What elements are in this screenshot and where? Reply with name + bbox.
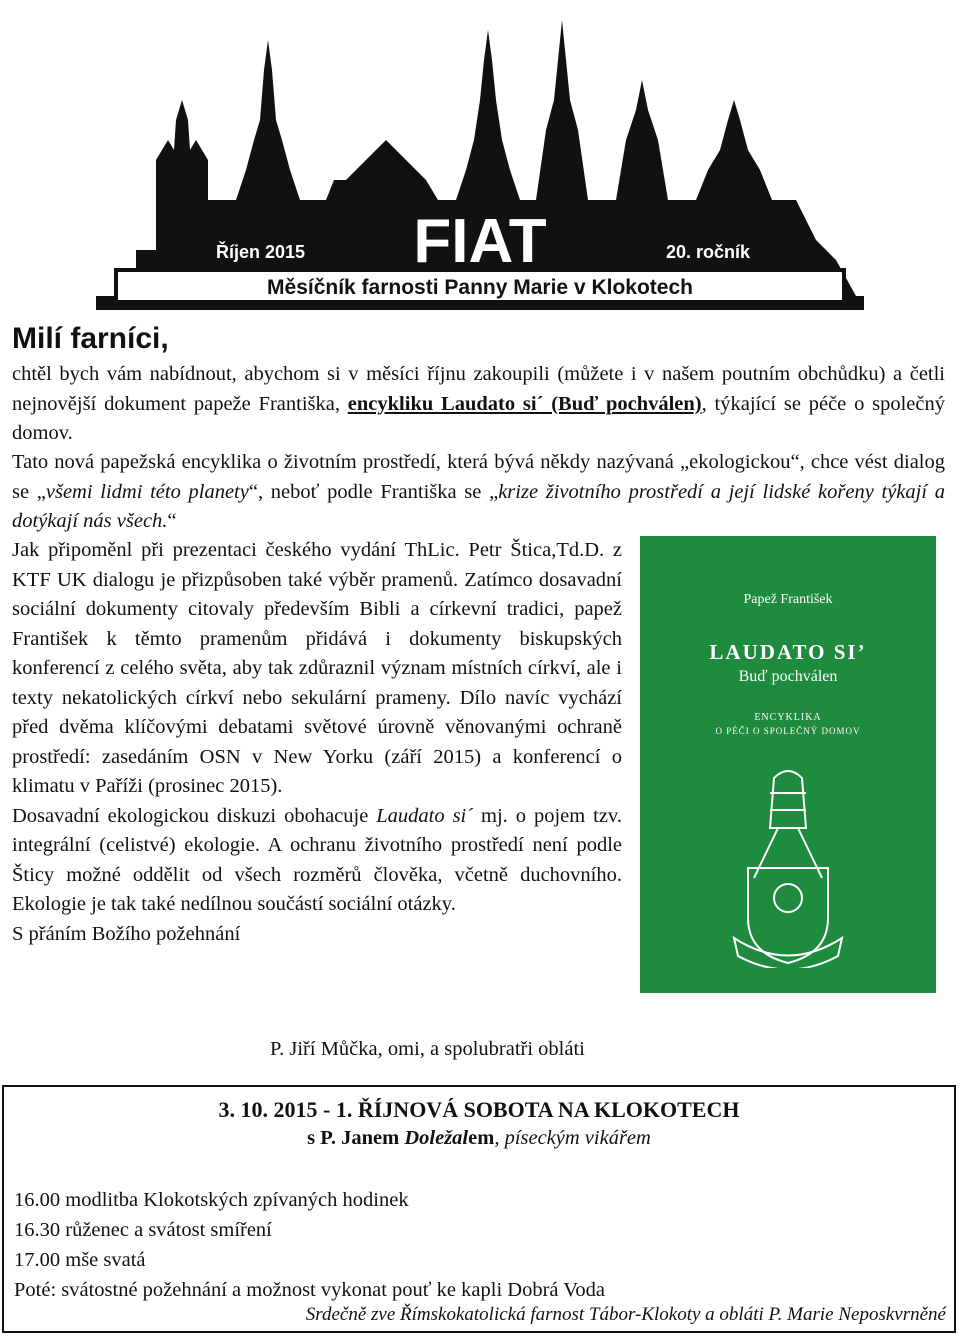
guest-name: Doležal <box>404 1127 469 1149</box>
schedule-item: 16.30 růženec a svátost smíření <box>14 1219 272 1241</box>
p4-text-b: mj. o pojem tzv. integrální (celistvé) ekologie. A ochranu životního prostředí není podle Šticy možné oddělit od všech rozměrů člověka, včetně duchovního. Ekologie je tak také nedílnou součástí sociální otázky. <box>12 804 622 915</box>
p2-text-a: Tato nová papežská encyklika o životním prostředí, která bývá někdy nazývaná „ekologickou“, chce vést dialog se „ <box>12 451 945 503</box>
event-schedule <box>14 1185 605 1305</box>
signature: P. Jiří Můčka, omi, a spolubratři obláti <box>270 1038 585 1060</box>
sources-paragraph <box>12 536 622 949</box>
p4-title: Laudato si´ <box>376 804 474 827</box>
intro-paragraph <box>12 360 945 449</box>
issue-date: Říjen 2015 <box>216 242 306 262</box>
intro-text-end: , týkající se péče o společný domov. <box>12 392 945 444</box>
event-guest <box>4 1127 954 1150</box>
closing-line: S přáním Božího požehnání <box>12 922 241 945</box>
issue-volume: 20. ročník <box>666 242 751 262</box>
p4-text-a: Dosavadní ekologickou diskuzi obohacuje <box>12 804 377 827</box>
encyclical-paragraph <box>12 448 945 537</box>
greeting: Milí farníci, <box>12 322 169 355</box>
sources-text: Jak připoměnl při prezentaci českého vydání ThLic. Petr Štica,Td.D. z KTF UK dialogu je přizpůsoben také výběr pramenů. Zatímco dosavadní sociální dokumenty citovaly především Bibli a církevní tradici, papež František k těmto pramenům přidává i dokumenty biskupských konferencí z celého světa, aby tak zdůraznil význam místních církví, ale i texty nekatolických církví nebo sekulární prameny. Dílo navíc vychází před dvěma klíčovými debatami světové úrovně věnovanými ochraně prostředí: zasedáním OSN v New Yorku (září 2015) a konferencí o klimatu v Paříži (prosinec 2015). <box>12 539 622 797</box>
event-box <box>2 1085 956 1333</box>
p2-quote-1: všemi lidmi této planety <box>45 480 249 503</box>
guest-prefix: s P. Janem <box>307 1127 405 1149</box>
event-invitation: Srdečně zve Římskokatolická farnost Tábor-Klokoty a obláti P. Marie Neposkvrněné <box>305 1304 946 1325</box>
logo-wordmark: FIAT <box>413 207 547 276</box>
cover-desc-1: ENCYKLIKA <box>754 712 822 723</box>
event-heading: 3. 10. 2015 - 1. ŘÍJNOVÁ SOBOTA NA KLOKOTECH <box>218 1097 740 1122</box>
schedule-item: Poté: svátostné požehnání a možnost vykonat pouť ke kapli Dobrá Voda <box>14 1279 606 1301</box>
intro-text: chtěl bych vám nabídnout, abychom si v měsíci říjnu zakoupili (můžete i v našem poutním obchůdku) a četli nejnovější dokument papeže Františka, <box>12 363 945 415</box>
book-cover <box>640 536 936 993</box>
cover-desc-2: O PÉČI O SPOLEČNÝ DOMOV <box>715 726 861 736</box>
papal-coat-of-arms-icon <box>714 768 862 968</box>
cover-author: Papež František <box>743 592 833 607</box>
schedule-item: 17.00 mše svatá <box>14 1249 146 1271</box>
guest-name-suffix: em <box>468 1127 495 1149</box>
masthead-subtitle: Měsíčník farnosti Panny Marie v Klokotech <box>267 276 693 299</box>
cover-subtitle: Buď pochválen <box>738 668 838 685</box>
p2-quote-2: krize životního prostředí a její lidské kořeny týkají a dotýkají nás všech. <box>12 480 945 532</box>
encyclical-link[interactable]: encykliku Laudato si´ (Buď pochválen) <box>347 392 702 415</box>
p2-text-b: “, neboť podle Františka se „ <box>248 480 499 503</box>
p2-text-c: “ <box>167 510 177 532</box>
cover-title: LAUDATO SI’ <box>709 640 867 664</box>
masthead-logo <box>96 0 864 310</box>
schedule-item: 16.00 modlitba Klokotských zpívaných hodinek <box>14 1189 409 1211</box>
guest-role: , píseckým vikářem <box>494 1127 651 1149</box>
